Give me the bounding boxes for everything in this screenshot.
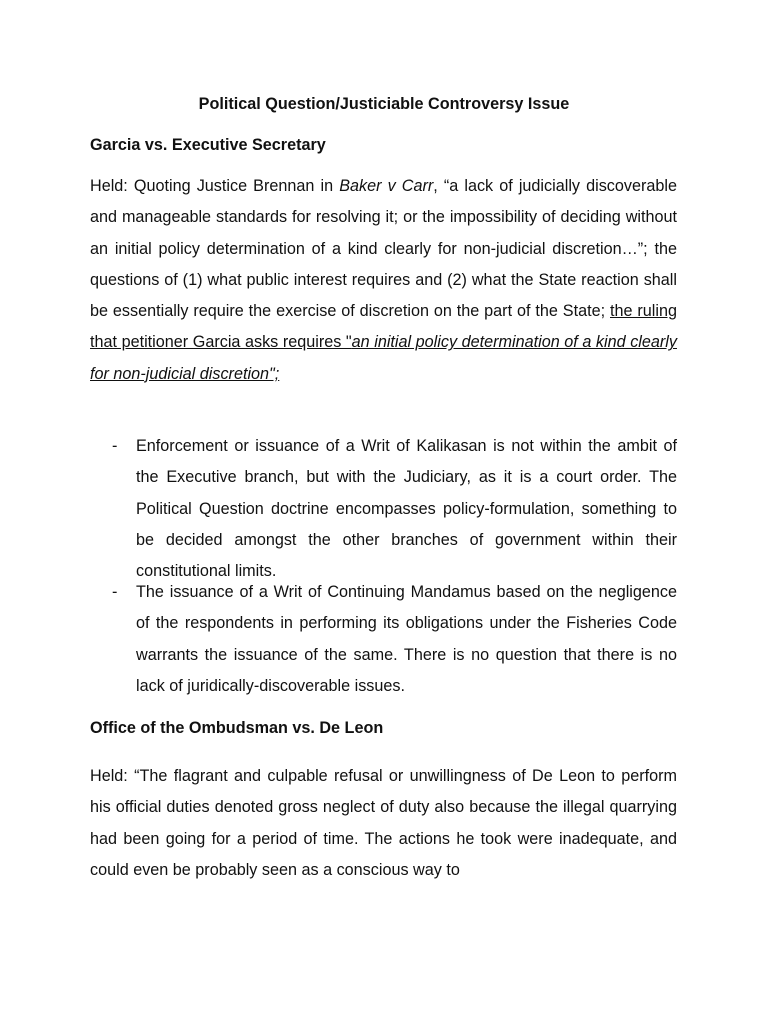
bullet-text: The issuance of a Writ of Continuing Mandamus based on the negligence of the respondents in performing its obligations under the Fisheries Code warrants the issuance of the same. There is no question that there is no lack of juridically-discoverable issues. (136, 583, 677, 695)
document-title: Political Question/Justiciable Controversy Issue (198, 95, 570, 113)
section-heading-garcia: Garcia vs. Executive Secretary (90, 136, 326, 154)
bullet-dash: - (112, 437, 118, 455)
bullet-dash: - (112, 583, 118, 601)
underlined-italic-quote: an initial policy determination of a kind clearly for non-judicial discretion"; (90, 333, 677, 383)
underlined-ruling-text: the ruling that petitioner Garcia asks requires " (90, 302, 677, 352)
bullet-text: Enforcement or issuance of a Writ of Kalikasan is not within the ambit of the Executive branch, but with the Judiciary, as it is a court order. The Political Question doctrine encompasses policy-formulation, something to be decided amongst the other branches of government within their constitutional limits. (136, 437, 677, 581)
held-paragraph-ombudsman: Held: “The flagrant and culpable refusal or unwillingness of De Leon to perform his official duties denoted gross neglect of duty also because the illegal quarrying had been going for a period of time. The actions he took were inadequate, and could even be probably seen as a conscious way to (90, 767, 677, 879)
held-quote-text: , “a lack of judicially discoverable and manageable standards for resolving it; or the impossibility of deciding without an initial policy determination of a kind clearly for non-judicial discretion…”; the questions of (1) what public interest requires and (2) what the State reaction shall be essentially require the exercise of discretion on the part of the State; (90, 177, 677, 321)
case-name-italic: Baker v Carr (339, 177, 434, 195)
section-heading-ombudsman: Office of the Ombudsman vs. De Leon (90, 719, 384, 737)
bullet-item-2 (90, 577, 677, 702)
held-prefix-text: Held: Quoting Justice Brennan in (90, 177, 340, 195)
held-paragraph-garcia (90, 171, 677, 390)
bullet-item-1 (90, 431, 677, 587)
